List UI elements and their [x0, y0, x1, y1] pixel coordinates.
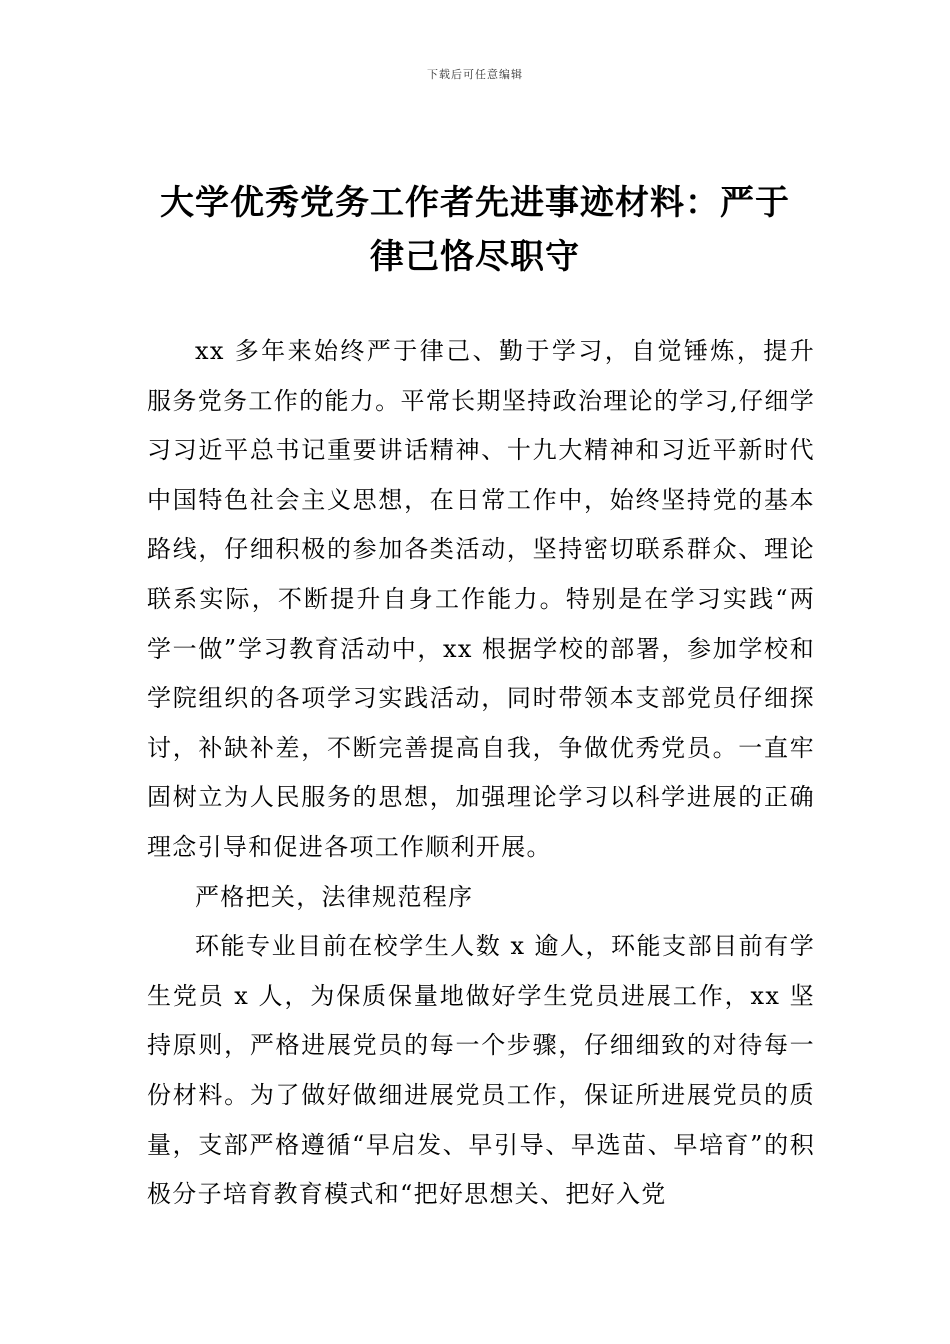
paragraph-intro: xx 多年来始终严于律己、勤于学习，自觉锤炼，提升服务党务工作的能力。平常长期坚持政治理论的学习,仔细学习习近平总书记重要讲话精神、十九大精神和习近平新时代中国特色社会主义思想，在日常工作中，始终坚持党的基本路线，仔细积极的参加各类活动，坚持密切联系群众、理论联系实际，不断提升自身工作能力。特别是在学习实践“两学一做”学习教育活动中，xx 根据学校的部署，参加学校和学院组织的各项学习实践活动，同时带领本支部党员仔细探讨，补缺补差，不断完善提高自我，争做优秀党员。一直牢固树立为人民服务的思想，加强理论学习以科学进展的正确理念引导和促进各项工作顺利开展。 — [147, 337, 815, 861]
document-body — [147, 327, 815, 1220]
document-title — [130, 176, 820, 284]
title-line-2: 律己恪尽职守 — [370, 237, 580, 277]
page-header-note: 下载后可任意编辑 — [427, 68, 523, 81]
section-heading: 严格把关，法律规范程序 — [195, 882, 474, 911]
title-line-1: 大学优秀党务工作者先进事迹材料：严于 — [160, 183, 790, 223]
paragraph-party-development: 环能专业目前在校学生人数 x 逾人，环能支部目前有学生党员 x 人，为保质保量地做好学生党员进展工作，xx 坚持原则，严格进展党员的每一个步骤，仔细细致的对待每一份材料。为了做好做细进展党员工作，保证所进展党员的质量，支部严格遵循“早启发、早引导、早选苗、早培育”的积极分子培育教育模式和“把好思想关、把好入党 — [147, 932, 815, 1209]
